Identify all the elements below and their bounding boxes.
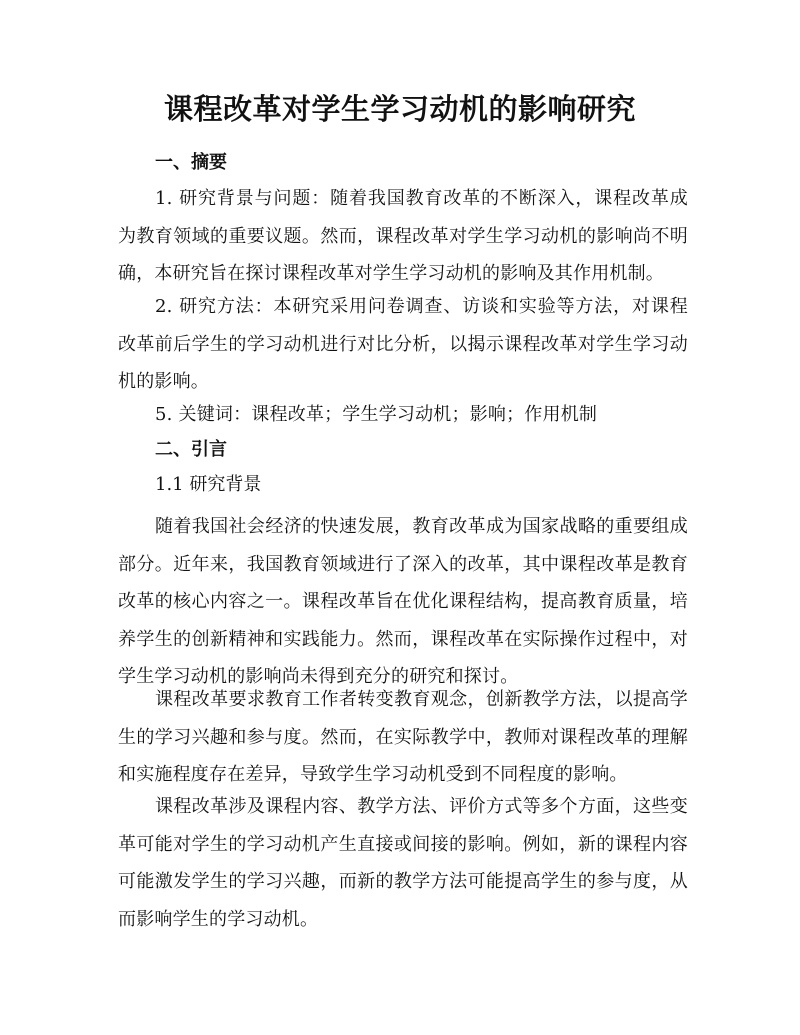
document-title: 课程改革对学生学习动机的影响研究 bbox=[163, 92, 636, 126]
abstract-paragraph-background: 1. 研究背景与问题：随着我国教育改革的不断深入，课程改革成为教育领域的重要议题。然而，课程改革对学生学习动机的影响尚不明确，本研究旨在探讨课程改革对学生学习动机的影响及其作用机制。 bbox=[118, 188, 688, 285]
section-heading-abstract: 一、摘要 bbox=[155, 152, 227, 173]
subsection-heading-background: 1.1 研究背景 bbox=[155, 474, 262, 495]
abstract-paragraph-keywords: 5. 关键词：课程改革；学生学习动机；影响；作用机制 bbox=[155, 404, 598, 425]
introduction-paragraph-3: 课程改革涉及课程内容、教学方法、评价方式等多个方面，这些变革可能对学生的学习动机产生直接或间接的影响。例如，新的课程内容可能激发学生的学习兴趣，而新的教学方法可能提高学生的参与度，从而影响学生的学习动机。 bbox=[118, 796, 688, 930]
abstract-paragraph-methods: 2. 研究方法：本研究采用问卷调查、访谈和实验等方法，对课程改革前后学生的学习动机进行对比分析，以揭示课程改革对学生学习动机的影响。 bbox=[118, 296, 688, 393]
section-heading-introduction: 二、引言 bbox=[155, 439, 227, 460]
introduction-paragraph-2: 课程改革要求教育工作者转变教育观念，创新教学方法，以提高学生的学习兴趣和参与度。然而，在实际教学中，教师对课程改革的理解和实施程度存在差异，导致学生学习动机受到不同程度的影响。 bbox=[118, 689, 688, 786]
introduction-paragraph-1: 随着我国社会经济的快速发展，教育改革成为国家战略的重要组成部分。近年来，我国教育领域进行了深入的改革，其中课程改革是教育改革的核心内容之一。课程改革旨在优化课程结构，提高教育质量，培养学生的创新精神和实践能力。然而，课程改革在实际操作过程中，对学生学习动机的影响尚未得到充分的研究和探讨。 bbox=[118, 516, 688, 688]
